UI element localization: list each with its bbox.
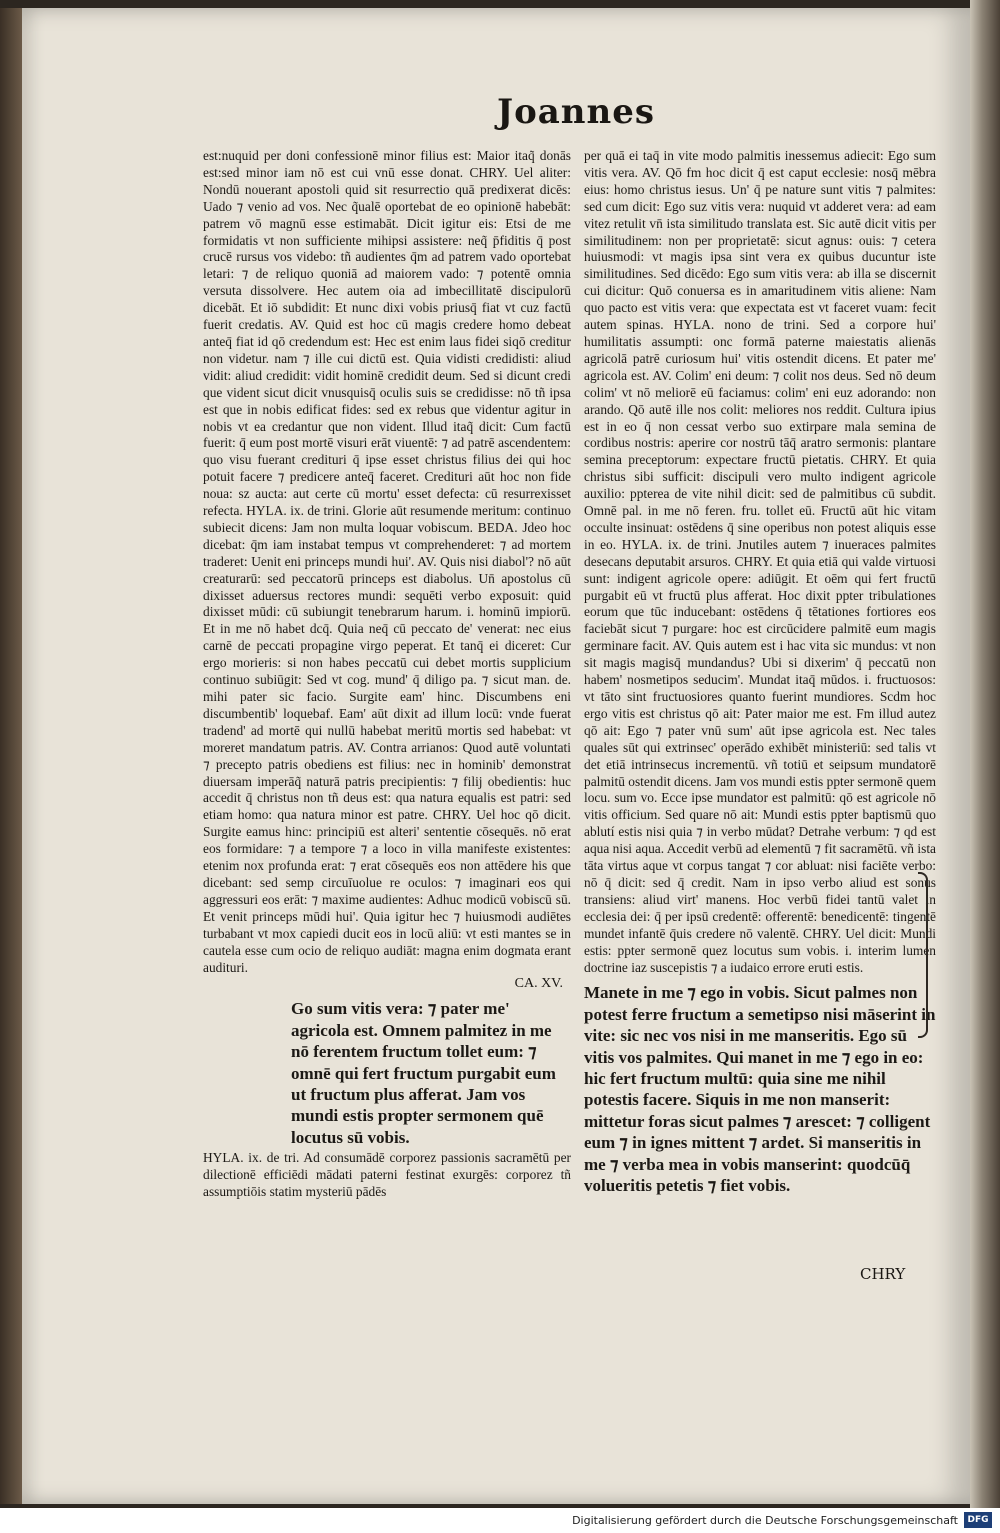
left-commentary-after: HYLA. ix. de tri. Ad consumādē corporez passionis sacramētū per dilectionē efficiēdi mādati paterni festinat exurgēs: corporez tñ assumptiōis statim mysteriū pādēs — [203, 1150, 571, 1200]
left-commentary-text: est:nuquid per doni confessionē minor filius est: Maior itaq̃ donās est:sed minor iam nō est cui vnū esse donat. CHRY. Uel aliter: Nondū nouerant apostoli quid sit resurrectio quā predixerat dicēs: Uado ⁊ venio ad vos. Nec q̃ualē oportebat de eo opinionē habebāt: patrem vō magnū esse estimabāt. Dicit igitur eis: Etsi de me formidatis vt non sufficiente mihipsi assistere: neq̃ p̄fiditis q̄ post crucē rursus vos videbo: tñ audientes q̄m ad patrem vado oportebat letari: ⁊ de reliquo quoniā ad maiorem vado: ⁊ potentē omnia versuta dissolvere. Hec autem oia ad imbecillitatē discipulorū dicebāt. Et iō subdidit: Et nunc dixi vobis priusq̄ fiat vt cuz factū fuerit credatis. AV. Quid est hoc cū magis credere homo debeat anteq̄ fiat id qō credendum est: Hec est enim laus fidei siqō creditur non videtur. nam ⁊ ille cui dictū est. Quia vidisti credidisti: aliud vidit: aliud credidit: vidit hominē credidit deum. Sed si dicunt credi que vident sicut dicit vnusquisq̄ oculis suis se credidisse: nō tñ ipsa est que in nobis edificat fides: sed ex rebus que videntur agitur in nobis vt ea credantur que non vident. Illud itaq̃ dicit: Cum factū fuerit: q̄ eum post mortē visuri erāt viuentē: ⁊ ad patrē ascendentem: quo visu fuerant credituri q̄ ipse esset christus filius dei qui hoc potuit facere ⁊ predicere anteq̄ faceret. Credituri aūt hoc non fide noua: sz aucta: aut certe cū mortu' esset defecta: cū resurrexisset refecta. HYLA. ix. de trini. Glorie aūt resumende meritum: continuo subiecit dicens: Jam non multa loquar vobiscum. BEDA. Jdeo hoc dicebat: q̄m iam instabat tempus vt comprehenderet: ⁊ ad mortem traderet: Uenit eni princeps mundi hui'. AV. Quis nisi diabol'? nō aūt creaturarū: sed peccatorū princeps est diabolus. Un̄ apostolus cū dixisset aduersus rectores mundi: sequēti verbo exposuit: quid dixisset mūdi: cū subiungit tenebrarum harum. i. hominū impiorū. Et in me nō habet dcq̄. Quia neq̄ cū peccato de' venerat: nec eius carnē de peccati propagine virgo peperat. Et tanq̄ ei diceret: Cur ergo morieris: si non habes peccatū cui debet mortis supplicium continuo subiūgit: Sed vt cog. mund' q̄ diligo pa. ⁊ sicut man. de. mihi pater sic facio. Surgite eam' hinc. Discumbens eni discumbentib' loquebaf. Eam' aūt dixit ad illum locū: vnde fuerat tradend' ad mortē qui nullū habebat meritū mortis sed habebat: vt moreret mandatum patris. AV. Contra arrianos: Quod autē voluntati ⁊ precepto patris obediens est filius: nec in hominib' demonstrat diuersam imperāq̃ naturā patris precipientis: ⁊ filij obedientis: huc accedit q̄ christus non tñ deus est: qua natura equalis est patri: sed etiam homo: qua natura minor est patre. CHRY. Uel hoc qō dicit. Surgite eamus hinc: principiū est alteri' sententie cōsequēs. nō erat eos formidare: ⁊ a tempore ⁊ a loco in villa manifeste existentes: etenim nox profunda erat: ⁊ erat cōsequēs eos non attēdere his que dicebant: sed semp circuīuolue re oculos: ⁊ imaginari eos qui aggressuri eos erāt: ⁊ maxime audientes: Adhuc modicū vobiscū sū. Et venit princeps mūdi hui'. Quia igitur hec ⁊ huiusmodi audiētes turbabant vt mox capiedi ducit eos in locū aliū: vt esti mantes se in cautela esse cum ocio de reliquo audiāt: magna enim dogmata erant audituri. — [203, 148, 571, 975]
dfg-logo-icon: DFG — [964, 1512, 992, 1528]
catchword: CHRY — [860, 1265, 906, 1283]
left-column — [203, 148, 571, 1201]
book-left-edge — [0, 8, 22, 1504]
book-right-edge — [970, 0, 1000, 1508]
margin-bracket-mark — [918, 872, 928, 1038]
footer-credit: Digitalisierung gefördert durch die Deutsche Forschungsgemeinschaft — [572, 1514, 958, 1527]
chapter-heading: CA. XV. — [514, 976, 563, 992]
right-commentary-text: per quā ei taq̄ in vite modo palmitis inessemus adiecit: Ego sum vitis vera. AV. Qō fm hoc dicit q̄ est caput ecclesie: nosq̄ mēbra eius: homo christus iesus. Un' q̄ pe nature sunt vitis ⁊ palmites: sed cum dicit: Ego suz vitis vera: nuquid vt adderet vera: ad eam vitez retulit vn̄ ista similitudo translata est. Sic autē dicit vitis per similitudinem: non per proprietatē: sicut agnus: ouis: ⁊ cetera huiusmodi: vt magis ipsa sint vera ex quibus ducuntur iste similitudines. Sed dicēdo: Ego sum vitis vera: ab illa se discernit cui dicitur: Quō conuersa es in amaritudinem vitis aliene: Nam quo pacto est vitis vera: que expectata est vt faceret vuam: fecit autem spinas. HYLA. nono de trini. Sed a corpore hui' humilitatis assumpti: onc formā paterne maiestatis alienās agricolā patrē curiosum hui' vitis ostendit dicens. Et pater me' agricola est. AV. Colim' eni deum: ⁊ colit nos deus. Sed nō deum colim' vt nō meliorē eū faciamus: colim' eni euz adorando: non arando. Qō autē ille nos colit: meliores nos reddit. Cultura ipius est in eo q̄ non cessat verbo suo extirpare mala semina de cordibus nostris: aperire cor nostrū tāq̄ aratro sermonis: plantare semina preceptorum: expectare fructū pietatis. CHRY. Et quia christus sibi sufficit: discipuli vero multo indigent agricole auxilio: ppterea de vite nihil dicit: sed de palmitibus cū subdit. Omnē pal. in me nō feren. fru. tollet eū. Fructū aūt hic vitam occulte insinuat: ostēdens q̄ sine operibus non potest aliquis esse in eo. HYLA. ix. de trini. Jnutiles autem ⁊ inueraces palmites desecans deputabit arsuros. CHRY. Et quia etiā qui valde virtuosi sunt: indigent agricole opere: adiūgit. Et oēm qui fert fructū purgabit eū vt fructū plus afferat. Hoc dixit ppter tribulationes eorum que tūc inducebant: ostēdens q̄ tētationes fortiores eos faciebāt sicut ⁊ purgare: hoc est circūcidere palmitē eum magis germinare facit. AV. Quis autem est i hac vita sic mundus: vt non sit magis magisq̄ mundandus? Ubi si dixerim' q̄ peccatū non habem' nosmetipos seducim'. Mundat itaq̄ mūdos. i. fructuosos: vt tāto sint fructuosiores quanto fuerint mundiores. Scdm hoc ergo vitis est christus qō ait: Pater maior me est. Fm illud autez qō ait: Ego ⁊ pater vnū sum' aūt ipse agricola est. Nec tales quales sūt qui extrinsec' operādo exhibēt ministeriū: sed talis vt det etiā intrinsecus incrementū. vñ totiū et seipsum mundatorē palmitū ostendit dicens. Jam vos mundi estis ppter sermonē quem locu. sum vo. Ecce ipse mundator est palmitū: qō est agricole nō vitis officium. Sed quare nō ait: Mundi estis ppter baptismū quo ablutí estis nisi quia ⁊ in verbo mūdat? Detrahe verbum: ⁊ qd est aqua nisi aqua. Accedit verbū ad elementū ⁊ fit sacramētū. vñ ista tāta virtus aque vt corpus tangat ⁊ cor abluat: nisi faciēte verbo: nō q̄ dicit: sed q̄ credit. Nam in ipso verbo aliud est sonus transiens: aliud virt' manens. Hoc verbū fidei tantū valet in ecclesia dei: q̄ per ipsū credentē: offerentē: benedicentē: tingentē mundet infantē q̄uis credere nō valentē. CHRY. Uel dicit: Mundi estis: ppter sermonē quez locutus sum vobis. i. interim lumen doctrine iaz suscepistis ⁊ a iudaico errore eruti estis. — [584, 148, 936, 975]
left-scripture-text: Go sum vitis vera: ⁊ pater me' agricola est. Omnem palmitez in me nō ferentem fructum tollet eum: ⁊ omnē qui fert fructum purgabit eum ut fructum plus afferat. Jam vos mundi estis propter sermonem quē locutus sū vobis. — [291, 999, 556, 1147]
footer-bar — [0, 1508, 1000, 1533]
running-head: Joannes — [497, 92, 656, 132]
right-column — [584, 148, 936, 1196]
right-scripture-text: Manete in me ⁊ ego in vobis. Sicut palmes non potest ferre fructum a semetipso nisi māserint in vite: sic nec vos nisi in me manseritis. Ego sū vitis vos palmites. Qui manet in me ⁊ ego in eo: hic fert fructum multū: quia sine me nihil potestis facere. Siquis in me non manserit: mittetur foras sicut palmes ⁊ arescet: ⁊ colligent eum ⁊ in ignes mittent ⁊ ardet. Si manseritis in me ⁊ verba mea in vobis manserint: quodcūq̄ volueritis petetis ⁊ fiet vobis. — [584, 983, 936, 1196]
